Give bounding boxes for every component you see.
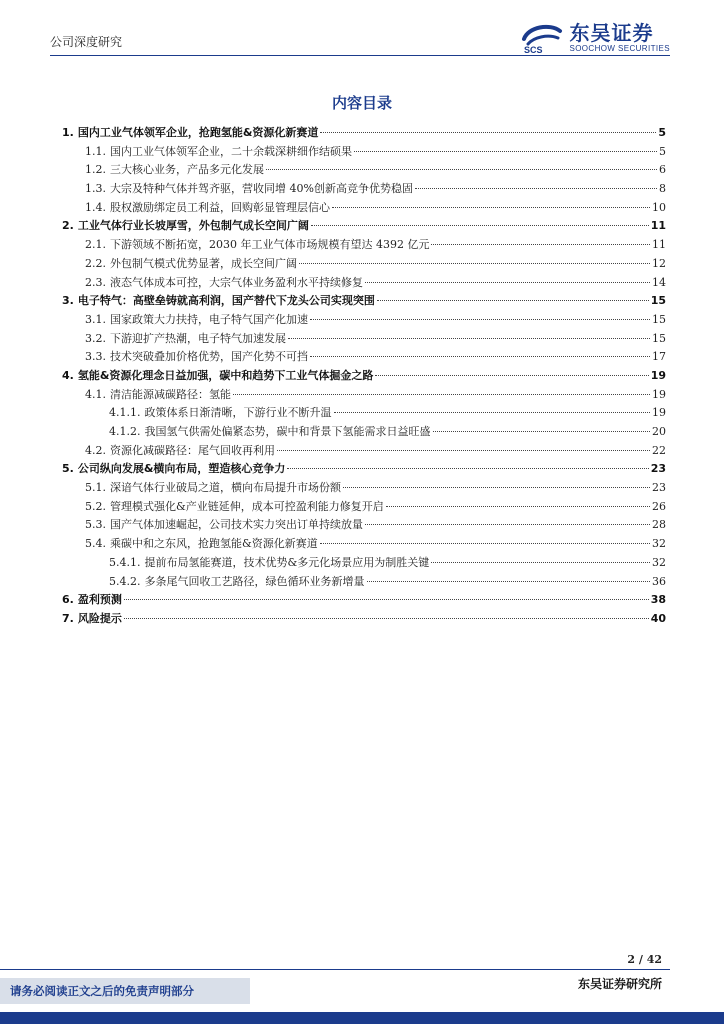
toc-entry-page: 15: [652, 331, 666, 345]
toc-dot-leader: [266, 169, 657, 170]
toc-entry[interactable]: [62, 460, 666, 479]
toc-entry-number: 2.3.: [85, 275, 106, 289]
toc-entry-title: 国家政策大力扶持，电子特气国产化加速: [110, 312, 308, 326]
toc-entry[interactable]: [62, 610, 666, 629]
toc-dot-leader: [310, 356, 650, 357]
soochow-logo-icon: [518, 22, 564, 54]
toc-entry[interactable]: [62, 367, 666, 386]
toc-entry[interactable]: [62, 124, 666, 143]
table-of-contents: [62, 124, 666, 629]
toc-dot-leader: [310, 319, 650, 320]
toc-entry-page: 5: [659, 144, 666, 158]
toc-dot-leader: [354, 151, 657, 152]
toc-entry-title: 液态气体成本可控，大宗气体业务盈利水平持续修复: [110, 275, 363, 289]
toc-entry-title: 深谙气体行业破局之道，横向布局提升市场份额: [110, 481, 341, 495]
disclaimer-note: 请务必阅读正文之后的免责声明部分: [0, 978, 250, 1004]
toc-dot-leader: [433, 431, 651, 432]
toc-entry-number: 2.: [62, 219, 74, 233]
toc-dot-leader: [124, 618, 649, 619]
toc-entry-page: 19: [652, 406, 666, 420]
toc-entry-title: 资源化减碳路径：尾气回收再利用: [110, 443, 275, 457]
toc-entry-page: 5: [658, 126, 666, 139]
toc-entry-page: 6: [659, 163, 666, 177]
toc-entry[interactable]: [62, 348, 666, 367]
toc-entry-title: 下游迎扩产热潮，电子特气加速发展: [110, 331, 286, 345]
toc-entry-page: 23: [650, 462, 666, 476]
toc-entry-number: 2.2.: [85, 256, 106, 270]
toc-entry[interactable]: [62, 535, 666, 554]
toc-dot-leader: [365, 282, 650, 283]
toc-entry-title: 公司纵向发展&横向布局，塑造核心竞争力: [77, 462, 286, 476]
toc-entry[interactable]: [62, 442, 666, 461]
toc-entry-page: 19: [650, 368, 666, 382]
logo-english-name: SOOCHOW SECURITIES: [569, 44, 670, 53]
toc-entry-page: 36: [652, 574, 666, 588]
toc-entry-page: 17: [652, 350, 666, 364]
toc-entry-page: 20: [652, 425, 666, 438]
toc-entry-number: 1.3.: [85, 182, 106, 196]
toc-entry-number: 7.: [62, 611, 74, 625]
toc-dot-leader: [431, 562, 650, 563]
toc-entry-page: 14: [652, 275, 666, 289]
toc-dot-leader: [377, 300, 649, 301]
toc-entry-page: 10: [652, 200, 666, 214]
toc-entry-number: 3.3.: [85, 350, 106, 364]
toc-entry[interactable]: [62, 554, 666, 573]
toc-entry[interactable]: [62, 180, 666, 199]
toc-entry[interactable]: [62, 292, 666, 311]
toc-entry-number: 5.3.: [85, 518, 106, 532]
toc-dot-leader: [365, 524, 650, 525]
toc-entry-number: 4.: [62, 368, 74, 382]
header-divider: [50, 55, 670, 56]
toc-entry-number: 5.: [62, 462, 74, 476]
report-type-label: 公司深度研究: [50, 35, 123, 49]
toc-entry-title: 国产气体加速崛起，公司技术实力突出订单持续放量: [110, 518, 363, 532]
toc-entry-title: 股权激励绑定员工利益，回购彰显管理层信心: [110, 200, 330, 214]
toc-entry-number: 2.1.: [85, 238, 106, 252]
toc-entry-number: 3.2.: [85, 331, 106, 345]
toc-entry-number: 5.4.2.: [109, 574, 141, 588]
toc-entry-number: 4.1.1.: [109, 406, 141, 420]
toc-entry[interactable]: [62, 217, 666, 236]
toc-entry-number: 4.2.: [85, 443, 106, 457]
toc-dot-leader: [320, 543, 650, 544]
toc-dot-leader: [299, 263, 650, 264]
toc-entry[interactable]: [62, 274, 666, 293]
toc-entry-title: 政策体系日渐清晰，下游行业不断升温: [144, 406, 332, 420]
toc-entry[interactable]: [62, 161, 666, 180]
toc-entry-page: 32: [652, 555, 666, 569]
toc-entry-number: 3.1.: [85, 312, 106, 326]
toc-entry-page: 32: [652, 537, 666, 551]
toc-dot-leader: [233, 394, 650, 395]
toc-entry-number: 1.: [62, 126, 74, 139]
toc-entry-number: 1.2.: [85, 163, 106, 177]
toc-entry[interactable]: [62, 591, 666, 610]
research-institute: 东吴证券研究所: [577, 977, 662, 991]
brand-logo: [518, 22, 670, 54]
toc-entry-title: 风险提示: [77, 611, 122, 625]
toc-entry-page: 19: [652, 387, 666, 401]
toc-dot-leader: [124, 599, 649, 600]
toc-entry-title: 盈利预测: [77, 593, 122, 607]
toc-entry[interactable]: [62, 404, 666, 423]
logo-chinese-name: 东吴证券: [569, 21, 654, 45]
page-indicator: 2 / 42: [627, 953, 662, 966]
toc-entry-page: 23: [652, 481, 666, 495]
toc-dot-leader: [343, 487, 650, 488]
toc-dot-leader: [320, 132, 656, 133]
toc-entry[interactable]: [62, 573, 666, 592]
toc-entry[interactable]: [62, 479, 666, 498]
toc-entry-page: 11: [650, 219, 666, 233]
toc-dot-leader: [415, 188, 657, 189]
toc-entry-title: 技术突破叠加价格优势，国产化势不可挡: [110, 350, 308, 364]
toc-entry-title: 我国氢气供需处偏紧态势，碳中和背景下氢能需求日益旺盛: [144, 425, 431, 438]
toc-entry[interactable]: [62, 386, 666, 405]
toc-entry-page: 15: [650, 294, 666, 308]
toc-entry[interactable]: [62, 143, 666, 162]
toc-entry[interactable]: [62, 199, 666, 218]
toc-entry[interactable]: [62, 516, 666, 535]
toc-entry-title: 提前布局氢能赛道，技术优势&多元化场景应用为制胜关键: [144, 555, 430, 569]
toc-entry-title: 国内工业气体领军企业，抢跑氢能&资源化新赛道: [77, 126, 319, 139]
toc-entry-page: 8: [659, 182, 666, 196]
toc-entry[interactable]: [62, 255, 666, 274]
toc-entry-number: 6.: [62, 593, 74, 607]
toc-entry-title: 电子特气：高壁垒铸就高利润，国产替代下龙头公司实现突围: [77, 294, 375, 308]
toc-entry-number: 4.1.2.: [109, 425, 141, 438]
toc-entry[interactable]: [62, 236, 666, 255]
toc-entry-page: 15: [652, 312, 666, 326]
toc-entry-page: 12: [652, 256, 666, 270]
logo-mark-text: SCS: [524, 45, 543, 54]
toc-entry-title: 大宗及特种气体并驾齐驱，营收同增 40%创新高竞争优势稳固: [110, 182, 413, 196]
toc-entry[interactable]: [62, 498, 666, 517]
toc-entry-number: 5.2.: [85, 499, 106, 513]
toc-entry-page: 38: [650, 593, 666, 607]
toc-entry-title: 管理模式强化&产业链延伸，成本可控盈利能力修复开启: [110, 499, 384, 513]
footer-divider: [0, 969, 670, 970]
toc-entry-page: 22: [652, 443, 666, 457]
toc-dot-leader: [277, 450, 650, 451]
toc-entry-title: 国内工业气体领军企业，二十余载深耕细作结硕果: [110, 144, 352, 158]
toc-entry-number: 5.4.: [85, 537, 106, 551]
toc-dot-leader: [386, 506, 650, 507]
toc-entry-page: 28: [652, 518, 666, 532]
toc-dot-leader: [367, 581, 651, 582]
toc-entry-number: 3.: [62, 294, 74, 308]
toc-entry-number: 1.1.: [85, 144, 106, 158]
toc-dot-leader: [375, 375, 648, 376]
toc-dot-leader: [288, 338, 650, 339]
toc-entry[interactable]: [62, 311, 666, 330]
toc-dot-leader: [332, 207, 650, 208]
toc-entry-title: 三大核心业务，产品多元化发展: [110, 163, 264, 177]
toc-entry-title: 氢能&资源化理念日益加强，碳中和趋势下工业气体掘金之路: [77, 368, 374, 382]
footer-color-bar: [0, 1012, 724, 1024]
toc-entry[interactable]: [62, 330, 666, 349]
toc-entry-number: 5.1.: [85, 481, 106, 495]
toc-entry-number: 5.4.1.: [109, 555, 141, 569]
toc-dot-leader: [311, 225, 649, 226]
toc-entry-title: 下游领域不断拓宽，2030 年工业气体市场规模有望达 4392 亿元: [110, 238, 430, 252]
toc-entry-title: 乘碳中和之东风，抢跑氢能&资源化新赛道: [110, 537, 318, 551]
toc-entry-title: 工业气体行业长坡厚雪，外包制气成长空间广阔: [77, 219, 309, 233]
toc-title: 内容目录: [331, 94, 392, 112]
toc-entry-page: 40: [650, 611, 666, 625]
toc-entry[interactable]: [62, 423, 666, 442]
toc-entry-title: 外包制气模式优势显著，成长空间广阔: [110, 256, 297, 270]
toc-dot-leader: [431, 244, 650, 245]
toc-entry-title: 多条尾气回收工艺路径，绿色循环业务新增量: [144, 574, 365, 588]
toc-entry-page: 11: [652, 238, 666, 252]
toc-dot-leader: [287, 468, 648, 469]
toc-entry-number: 1.4.: [85, 200, 106, 214]
toc-entry-title: 清洁能源减碳路径：氢能: [110, 387, 231, 401]
toc-dot-leader: [334, 412, 651, 413]
toc-entry-page: 26: [652, 499, 666, 513]
toc-entry-number: 4.1.: [85, 387, 106, 401]
